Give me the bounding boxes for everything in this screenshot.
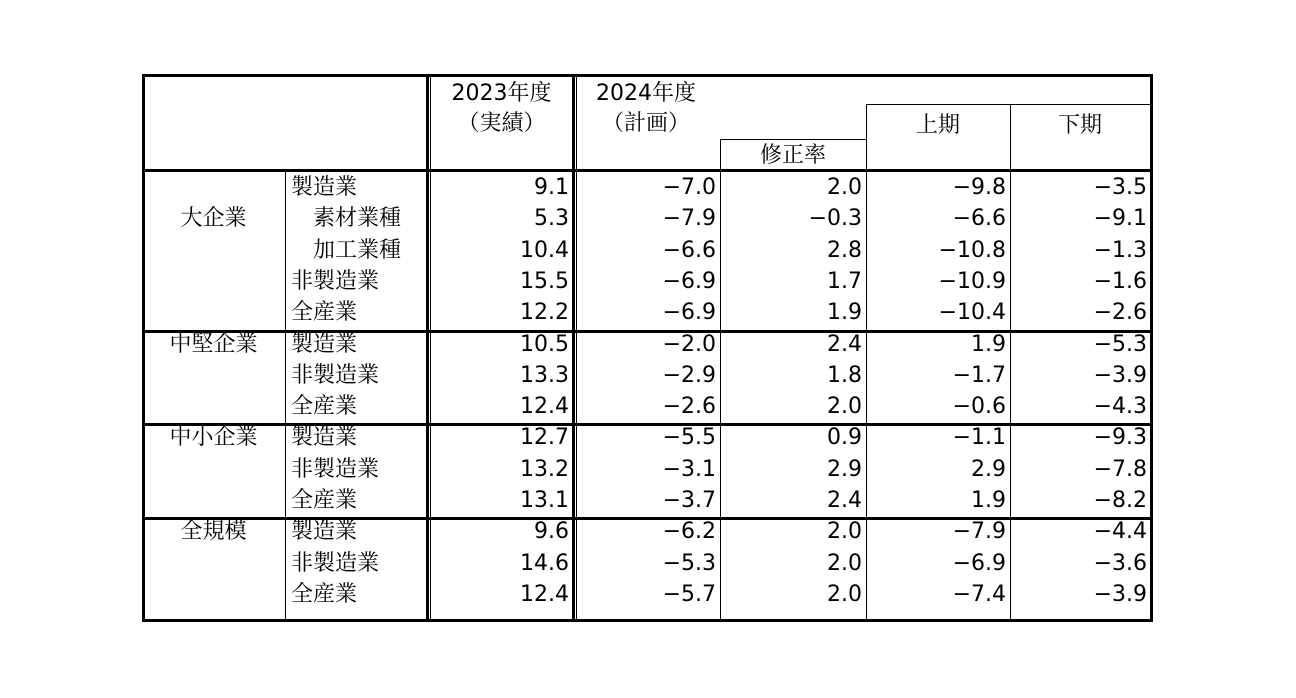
value-2024: −7.9 bbox=[662, 206, 716, 232]
value-2024: −5.5 bbox=[662, 425, 716, 451]
value-revision: 2.0 bbox=[827, 550, 862, 576]
header-2024-plan: （計画） bbox=[601, 111, 690, 136]
value-2023: 13.3 bbox=[520, 362, 569, 388]
row-label: 非製造業 bbox=[291, 456, 380, 482]
value-2023: 13.1 bbox=[520, 488, 569, 513]
value-2024: −5.7 bbox=[662, 581, 716, 607]
value-first-half: 1.9 bbox=[971, 331, 1006, 357]
value-second-half: −4.4 bbox=[1093, 519, 1147, 545]
value-2023: 10.4 bbox=[520, 237, 569, 263]
row-label: 非製造業 bbox=[291, 268, 380, 294]
value-first-half: −0.6 bbox=[952, 394, 1006, 420]
value-first-half: −7.9 bbox=[952, 519, 1006, 545]
value-2024: −2.0 bbox=[662, 331, 716, 357]
group-name: 中小企業 bbox=[169, 425, 258, 451]
group-name: 大企業 bbox=[180, 206, 247, 232]
row-label: 製造業 bbox=[291, 519, 358, 545]
value-second-half: −1.3 bbox=[1093, 237, 1147, 263]
row-label: 非製造業 bbox=[291, 550, 380, 576]
value-revision: 1.9 bbox=[827, 300, 862, 326]
header-bottom-border bbox=[142, 169, 1151, 172]
value-revision: −0.3 bbox=[808, 206, 862, 232]
value-first-half: −1.7 bbox=[952, 362, 1006, 388]
value-revision: 2.9 bbox=[827, 456, 862, 482]
value-first-half: −6.9 bbox=[952, 550, 1006, 576]
value-first-half: −7.4 bbox=[952, 581, 1006, 607]
value-2024: −3.1 bbox=[662, 456, 716, 482]
value-first-half: −10.9 bbox=[938, 268, 1006, 294]
value-2023: 12.4 bbox=[520, 394, 569, 420]
value-second-half: −9.1 bbox=[1093, 206, 1147, 232]
row-label: 製造業 bbox=[291, 425, 358, 451]
value-first-half: −9.8 bbox=[952, 175, 1006, 200]
row-label: 加工業種 bbox=[313, 237, 402, 263]
group-name: 中堅企業 bbox=[169, 331, 258, 357]
header-revision-rate: 修正率 bbox=[759, 143, 826, 168]
value-2023: 12.7 bbox=[520, 425, 569, 451]
value-first-half: −6.6 bbox=[952, 206, 1006, 232]
value-2023: 10.5 bbox=[520, 331, 569, 357]
value-2023: 12.2 bbox=[520, 300, 569, 326]
row-label: 製造業 bbox=[291, 331, 358, 357]
value-second-half: −7.8 bbox=[1093, 456, 1147, 482]
header-2024-year: 2024年度 bbox=[596, 81, 696, 106]
value-second-half: −3.5 bbox=[1093, 175, 1147, 200]
value-2024: −7.0 bbox=[662, 175, 716, 200]
value-revision: 2.0 bbox=[827, 175, 862, 200]
value-first-half: −1.1 bbox=[952, 425, 1006, 451]
value-2023: 14.6 bbox=[520, 550, 569, 576]
value-second-half: −3.9 bbox=[1093, 581, 1147, 607]
value-2024: −2.6 bbox=[662, 394, 716, 420]
value-2023: 13.2 bbox=[520, 456, 569, 482]
header-first-half: 上期 bbox=[915, 113, 960, 138]
row-label: 素材業種 bbox=[313, 206, 402, 232]
row-label: 全産業 bbox=[291, 581, 358, 607]
value-2023: 5.3 bbox=[534, 206, 569, 232]
value-first-half: 2.9 bbox=[971, 456, 1006, 482]
value-2024: −6.2 bbox=[662, 519, 716, 545]
value-2024: −3.7 bbox=[662, 488, 716, 513]
group-name: 全規模 bbox=[180, 519, 247, 545]
half-header-top-border bbox=[866, 104, 1151, 105]
row-label: 製造業 bbox=[291, 175, 358, 200]
value-first-half: −10.8 bbox=[938, 237, 1006, 263]
value-2024: −6.9 bbox=[662, 268, 716, 294]
value-revision: 2.0 bbox=[827, 519, 862, 545]
header-2023-year: 2023年度 bbox=[451, 81, 552, 106]
value-2023: 9.1 bbox=[534, 175, 569, 200]
header-second-half: 下期 bbox=[1057, 113, 1102, 138]
row-label: 非製造業 bbox=[291, 362, 380, 388]
value-revision: 2.4 bbox=[827, 331, 862, 357]
value-first-half: −10.4 bbox=[938, 300, 1006, 326]
value-second-half: −8.2 bbox=[1093, 488, 1147, 513]
value-second-half: −2.6 bbox=[1093, 300, 1147, 326]
row-label: 全産業 bbox=[291, 300, 358, 326]
value-second-half: −1.6 bbox=[1093, 268, 1147, 294]
column-divider-2023 bbox=[572, 74, 575, 622]
value-revision: 1.8 bbox=[827, 362, 862, 388]
value-2023: 9.6 bbox=[534, 519, 569, 545]
value-2024: −6.6 bbox=[662, 237, 716, 263]
row-label: 全産業 bbox=[291, 394, 358, 420]
value-second-half: −9.3 bbox=[1093, 425, 1147, 451]
value-revision: 2.8 bbox=[827, 237, 862, 263]
value-first-half: 1.9 bbox=[971, 488, 1006, 513]
value-revision: 2.4 bbox=[827, 488, 862, 513]
value-revision: 2.0 bbox=[827, 581, 862, 607]
value-second-half: −4.3 bbox=[1093, 394, 1147, 420]
value-revision: 2.0 bbox=[827, 394, 862, 420]
value-revision: 1.7 bbox=[827, 268, 862, 294]
value-2023: 15.5 bbox=[520, 268, 569, 294]
value-2024: −2.9 bbox=[662, 362, 716, 388]
value-second-half: −3.6 bbox=[1093, 550, 1147, 576]
column-divider-group bbox=[285, 170, 286, 619]
row-label: 全産業 bbox=[291, 488, 358, 513]
header-2023-actual: （実績） bbox=[457, 111, 546, 136]
value-second-half: −3.9 bbox=[1093, 362, 1147, 388]
value-2024: −6.9 bbox=[662, 300, 716, 326]
value-2024: −5.3 bbox=[662, 550, 716, 576]
value-revision: 0.9 bbox=[827, 425, 862, 451]
revision-header-top-border bbox=[720, 139, 866, 140]
value-2023: 12.4 bbox=[520, 581, 569, 607]
column-divider-label bbox=[426, 74, 429, 622]
value-second-half: −5.3 bbox=[1093, 331, 1147, 357]
